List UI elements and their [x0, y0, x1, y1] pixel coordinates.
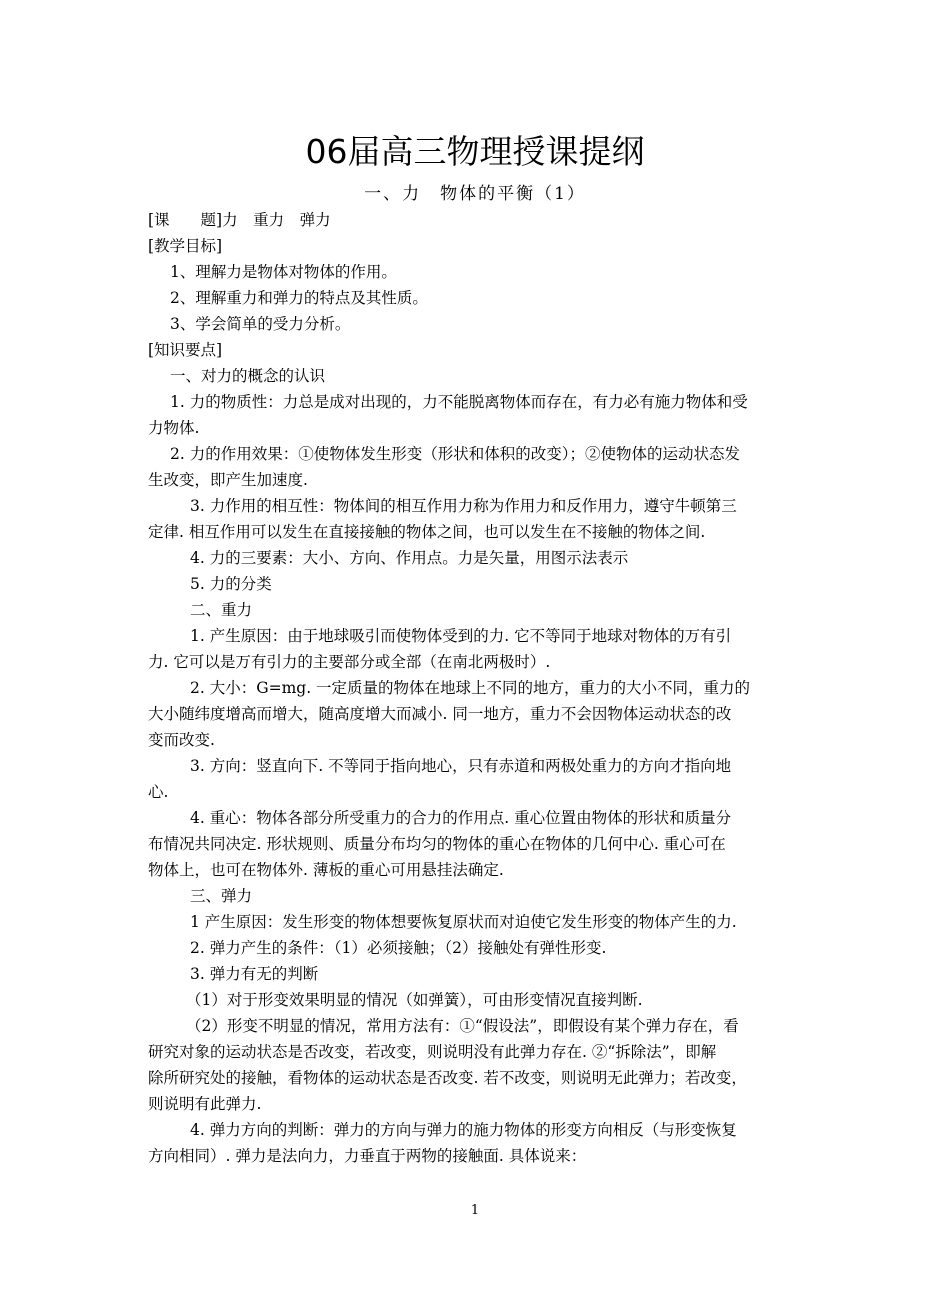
text-line: 心.: [148, 783, 169, 801]
text-line: 4. 力的三要素：大小、方向、作用点。力是矢量，用图示法表示: [190, 549, 629, 567]
text-line: 变而改变.: [148, 731, 215, 749]
text-line: 二、重力: [190, 601, 253, 619]
text-line: 2. 弹力产生的条件：（1）必须接触；（2）接触处有弹性形变.: [190, 939, 607, 957]
text-line: 2. 力的作用效果：①使物体发生形变（形状和体积的改变）；②使物体的运动状态发: [170, 445, 740, 463]
text-line: [知识要点]: [148, 341, 223, 359]
text-line: 1 产生原因：发生形变的物体想要恢复原状而对迫使它发生形变的物体产生的力.: [190, 913, 737, 931]
text-line: 方向相同）. 弹力是法向力，力垂直于两物的接触面. 具体说来：: [148, 1147, 587, 1165]
text-line: 布情况共同决定. 形状规则、质量分布均匀的物体的重心在物体的几何中心. 重心可在: [148, 835, 726, 853]
document-title: 06届高三物理授课提纲: [305, 132, 645, 171]
text-line: 物体上，也可在物体外. 薄板的重心可用悬挂法确定.: [148, 861, 504, 879]
text-line: 3. 力作用的相互性：物体间的相互作用力称为作用力和反作用力，遵守牛顿第三: [190, 497, 737, 515]
text-line: 除所研究处的接触，看物体的运动状态是否改变. 若不改变，则说明无此弹力；若改变，: [148, 1069, 747, 1087]
text-line: 大小随纬度增高而增大，随高度增大而减小. 同一地方，重力不会因物体运动状态的改: [148, 705, 732, 723]
text-line: 3. 弹力有无的判断: [190, 965, 319, 983]
text-line: 研究对象的运动状态是否改变，若改变，则说明没有此弹力存在. ②“拆除法”，即解: [148, 1043, 717, 1061]
text-line: 2. 大小：G=mg. 一定质量的物体在地球上不同的地方，重力的大小不同，重力的: [190, 679, 751, 697]
text-line: （2）形变不明显的情况，常用方法有：①“假设法”，即假设有某个弹力存在，看: [186, 1017, 739, 1035]
text-line: （1）对于形变效果明显的情况（如弹簧），可由形变情况直接判断.: [186, 991, 643, 1009]
text-line: 三、弹力: [190, 887, 253, 905]
text-line: [课 题]力 重力 弹力: [148, 211, 331, 229]
text-line: 5. 力的分类: [190, 575, 272, 593]
text-line: 定律. 相互作用可以发生在直接接触的物体之间，也可以发生在不接触的物体之间.: [148, 523, 706, 541]
document-subtitle: 一、力 物体的平衡（1）: [364, 184, 586, 204]
text-line: 一、对力的概念的认识: [170, 367, 326, 385]
text-line: 3、学会简单的受力分析。: [170, 315, 351, 333]
page-number: 1: [470, 1203, 480, 1218]
text-line: 力. 它可以是万有引力的主要部分或全部（在南北两极时）.: [148, 653, 551, 671]
text-line: 则说明有此弹力.: [148, 1095, 262, 1113]
text-line: 1、理解力是物体对物体的作用。: [170, 263, 397, 281]
text-line: 1. 产生原因：由于地球吸引而使物体受到的力. 它不等同于地球对物体的万有引: [190, 627, 732, 645]
document-body: [148, 207, 808, 1169]
text-line: 生改变，即产生加速度.: [148, 471, 308, 489]
text-line: 1. 力的物质性：力总是成对出现的，力不能脱离物体而存在，有力必有施力物体和受: [170, 393, 748, 411]
text-line: 2、理解重力和弹力的特点及其性质。: [170, 289, 428, 307]
text-line: 力物体.: [148, 419, 200, 437]
text-line: [教学目标]: [148, 237, 223, 255]
text-line: 3. 方向：竖直向下. 不等同于指向地心，只有赤道和两极处重力的方向才指向地: [190, 757, 732, 775]
text-line: 4. 弹力方向的判断：弹力的方向与弹力的施力物体的形变方向相反（与形变恢复: [190, 1121, 737, 1139]
text-line: 4. 重心：物体各部分所受重力的合力的作用点. 重心位置由物体的形状和质量分: [190, 809, 732, 827]
